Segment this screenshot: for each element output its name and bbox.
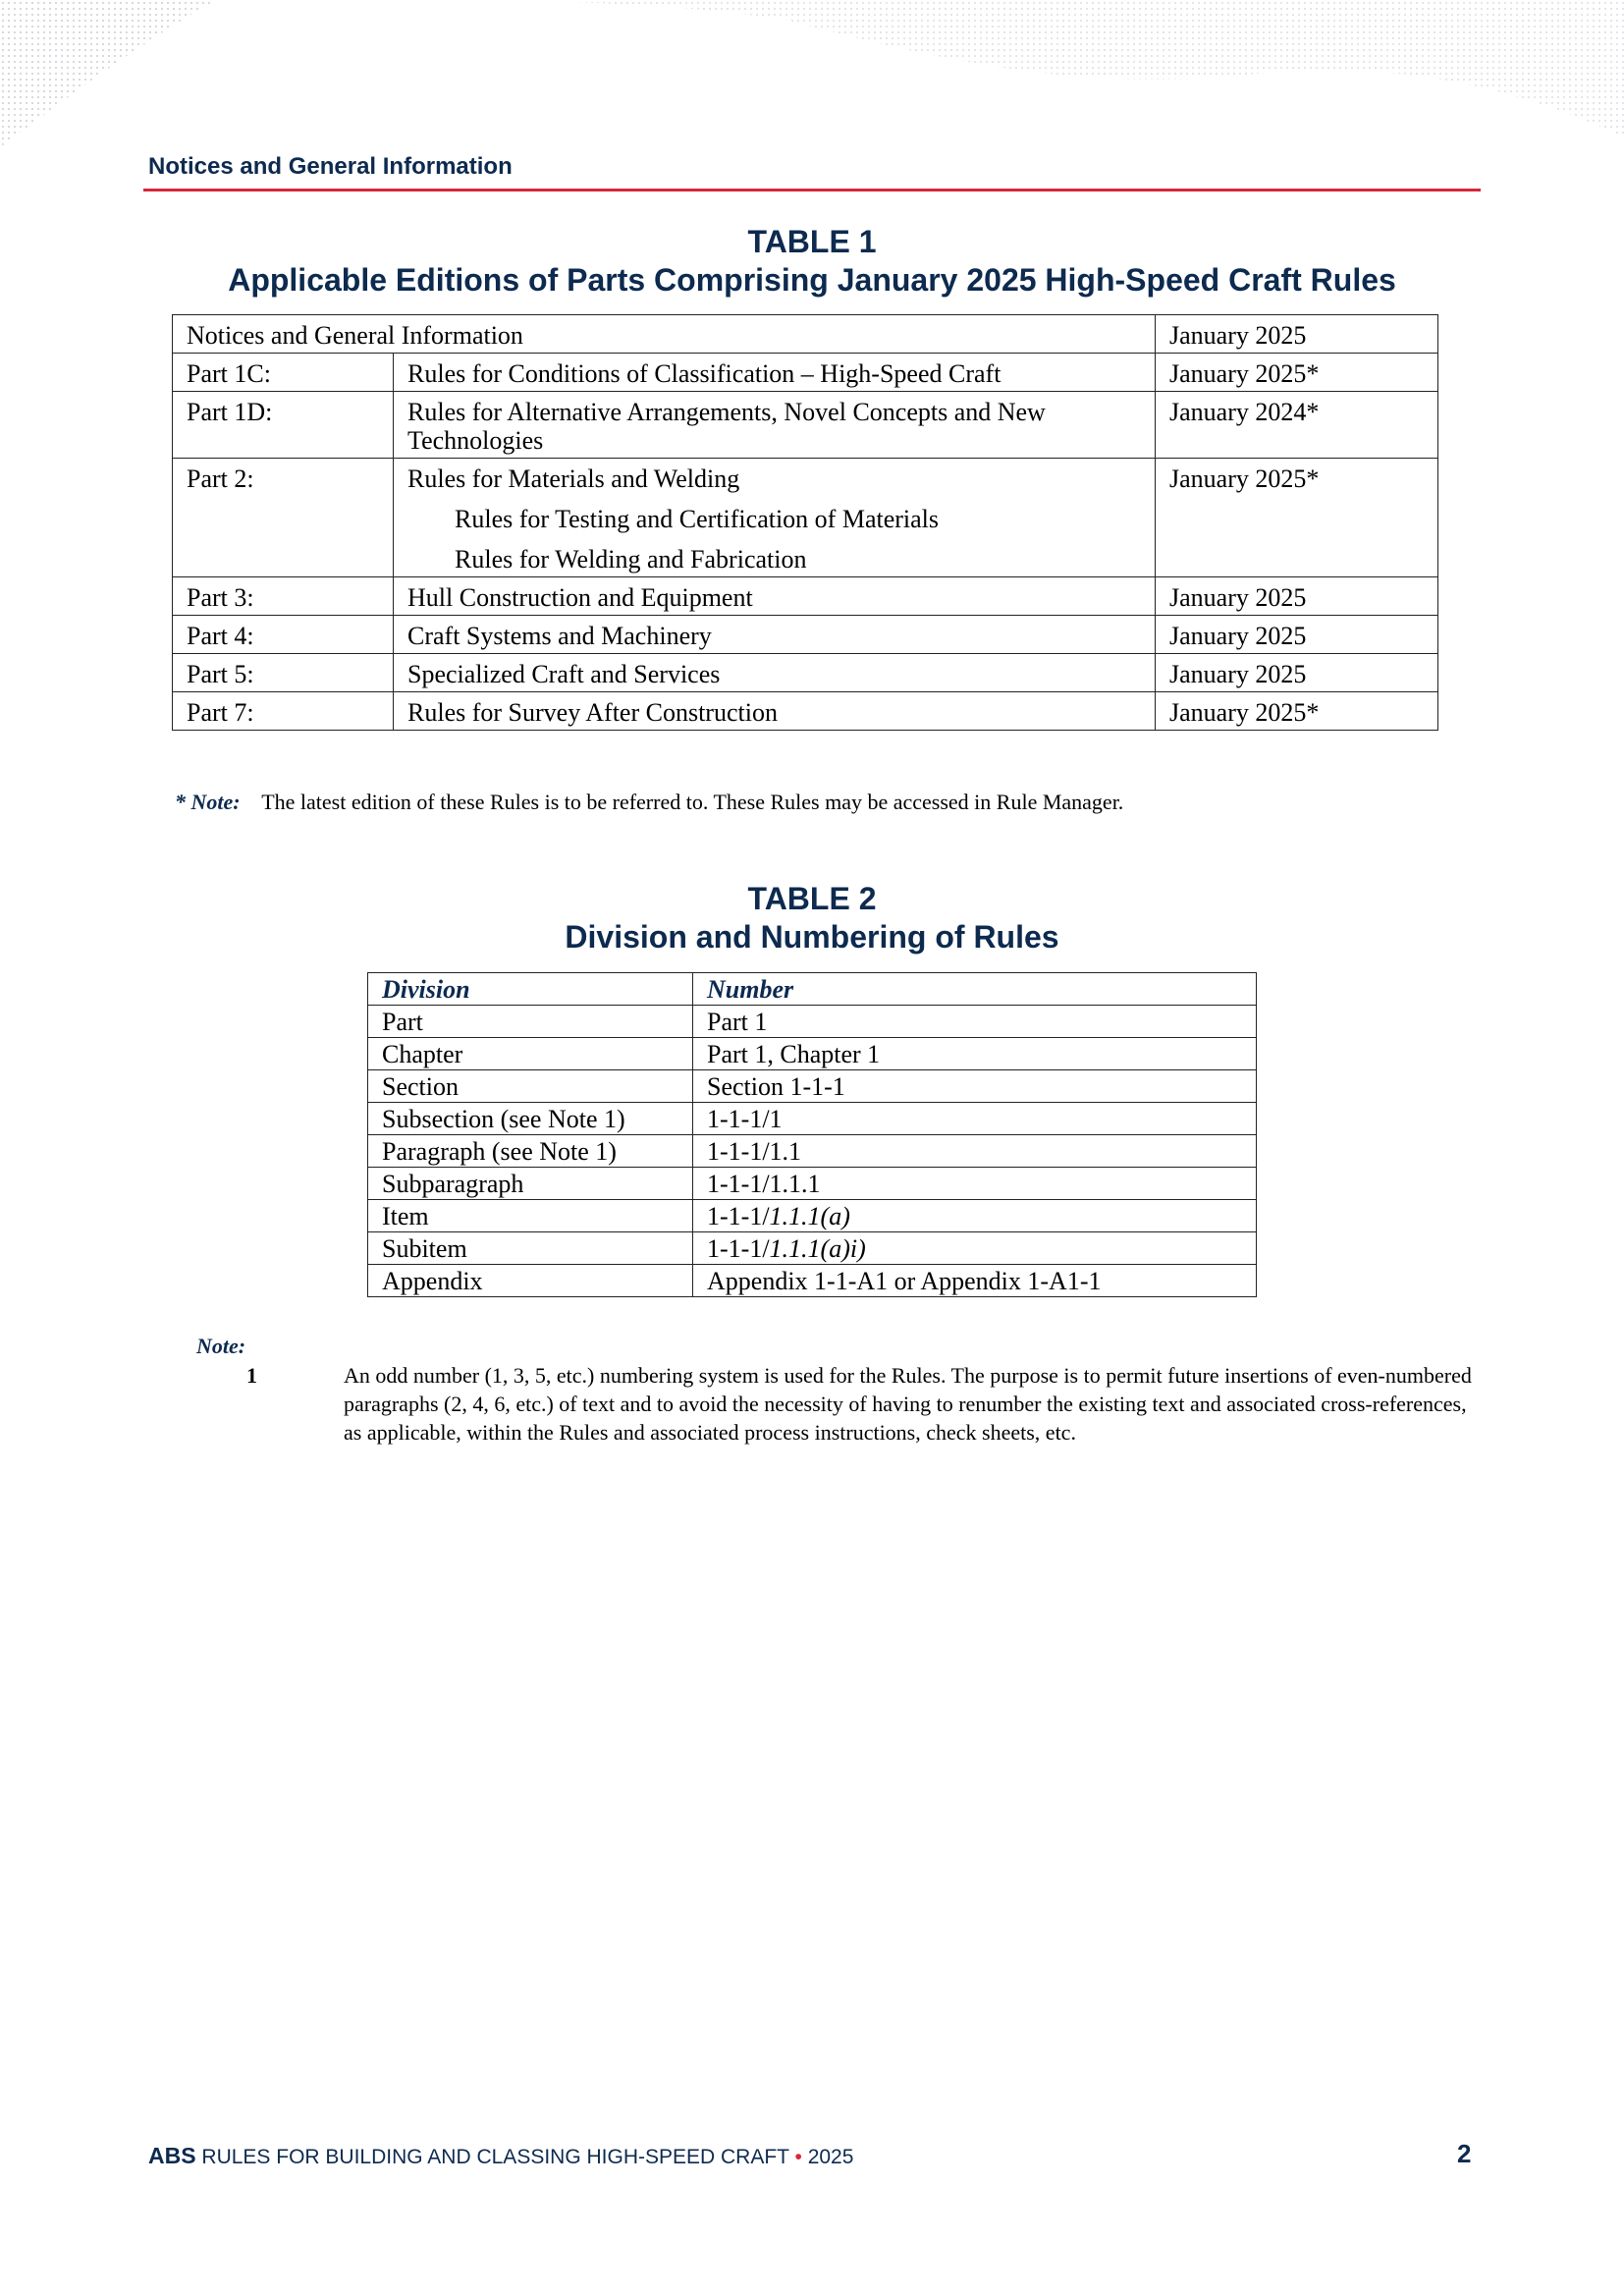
table-header-row <box>368 973 1257 1006</box>
table1-note-text: The latest edition of these Rules is to be referred to. These Rules may be accessed in Rule Manager. <box>261 790 1124 814</box>
cell-subtitle: Rules for Welding and Fabrication <box>455 545 807 574</box>
table-cell: 1-1-1/1.1.1 <box>693 1168 1257 1200</box>
table-row <box>173 392 1438 459</box>
table-row <box>368 1200 1257 1232</box>
header-rule <box>143 189 1481 191</box>
table2-heading <box>0 880 1624 956</box>
header-wave-decoration <box>0 0 1624 167</box>
table-cell: January 2025 <box>1156 315 1438 354</box>
table-row <box>368 1265 1257 1297</box>
table-cell: 1-1-1/1 <box>693 1103 1257 1135</box>
page-number: 2 <box>1457 2139 1472 2168</box>
table-cell <box>693 1200 1257 1232</box>
table-row <box>368 1135 1257 1168</box>
table-cell: Section 1-1-1 <box>693 1070 1257 1103</box>
table-cell: Appendix 1-1-A1 or Appendix 1-A1-1 <box>693 1265 1257 1297</box>
table-cell: Part 5: <box>173 654 394 692</box>
table-cell: Part 2: <box>173 459 394 577</box>
table-cell: Appendix <box>368 1265 693 1297</box>
table-cell <box>693 1232 1257 1265</box>
table1-editions <box>172 314 1438 731</box>
table-row <box>173 315 1438 354</box>
table-cell: Rules for Alternative Arrangements, Novel Concepts and New Technologies <box>394 392 1156 459</box>
table1-heading <box>0 223 1624 300</box>
table-cell: Rules for Conditions of Classification – High-Speed Craft <box>394 354 1156 392</box>
table2-label: TABLE 2 <box>747 881 877 916</box>
table-cell <box>394 459 1156 577</box>
table-cell: Chapter <box>368 1038 693 1070</box>
table-cell: Part 4: <box>173 616 394 654</box>
table-cell: January 2025* <box>1156 692 1438 731</box>
table-cell: Part 1, Chapter 1 <box>693 1038 1257 1070</box>
column-header: Number <box>693 973 1257 1006</box>
table2-numbering <box>367 972 1257 1297</box>
table-row <box>173 692 1438 731</box>
table2-note-text: An odd number (1, 3, 5, etc.) numbering system is used for the Rules. The purpose is to permit future insertions of even-numbered paragraphs (2, 4, 6, etc.) of text and to avoid the necessity of having to renumber the existing text and associated cross-references, as applicable, within the Rules and associated process instructions, check sheets, etc. <box>344 1363 1472 1445</box>
table-cell: Part 1 <box>693 1006 1257 1038</box>
running-head: Notices and General Information <box>148 153 513 180</box>
table2-title: Division and Numbering of Rules <box>565 919 1059 955</box>
table-cell: January 2025* <box>1156 354 1438 392</box>
table2-note-number: 1 <box>246 1363 257 1388</box>
table-cell: Part 3: <box>173 577 394 616</box>
number-italic: 1.1.1(a) <box>769 1202 850 1230</box>
table-row <box>173 354 1438 392</box>
table-row <box>173 616 1438 654</box>
footer-year: 2025 <box>807 2146 854 2168</box>
table-row <box>173 459 1438 577</box>
table-cell: Item <box>368 1200 693 1232</box>
table-row <box>368 1168 1257 1200</box>
cell-subtitle: Rules for Testing and Certification of Materials <box>455 505 940 533</box>
footer <box>148 2143 853 2169</box>
table-cell: Part 7: <box>173 692 394 731</box>
table-cell: January 2025 <box>1156 616 1438 654</box>
table-cell: Subsection (see Note 1) <box>368 1103 693 1135</box>
table-cell: 1-1-1/1.1 <box>693 1135 1257 1168</box>
table-cell: Hull Construction and Equipment <box>394 577 1156 616</box>
table-row <box>368 1232 1257 1265</box>
table-row <box>368 1103 1257 1135</box>
table-cell: Part 1D: <box>173 392 394 459</box>
table-row <box>173 577 1438 616</box>
column-header: Division <box>368 973 693 1006</box>
table1-label: TABLE 1 <box>747 224 877 259</box>
number-prefix: 1-1-1/ <box>707 1234 770 1263</box>
table-cell: Part 1C: <box>173 354 394 392</box>
table-cell: Part <box>368 1006 693 1038</box>
number-italic: 1.1.1(a)i) <box>769 1234 866 1263</box>
table-cell: Paragraph (see Note 1) <box>368 1135 693 1168</box>
table-row <box>368 1038 1257 1070</box>
table-row <box>368 1070 1257 1103</box>
table1-note <box>175 790 1123 815</box>
table-cell: Section <box>368 1070 693 1103</box>
footer-title: RULES FOR BUILDING AND CLASSING HIGH-SPEED CRAFT <box>201 2146 789 2168</box>
table-cell: Specialized Craft and Services <box>394 654 1156 692</box>
table-cell: Rules for Survey After Construction <box>394 692 1156 731</box>
table-cell: January 2025 <box>1156 654 1438 692</box>
table-row <box>173 654 1438 692</box>
table2-note-label: Note: <box>196 1334 246 1358</box>
table1-note-label: * Note: <box>175 790 241 814</box>
footer-brand: ABS <box>148 2143 196 2168</box>
table-cell: Craft Systems and Machinery <box>394 616 1156 654</box>
table-cell: January 2025* <box>1156 459 1438 577</box>
table1-title: Applicable Editions of Parts Comprising January 2025 High-Speed Craft Rules <box>228 262 1396 298</box>
table-cell: Notices and General Information <box>173 315 1156 354</box>
table-cell: January 2025 <box>1156 577 1438 616</box>
cell-title: Rules for Materials and Welding <box>407 464 740 493</box>
number-prefix: 1-1-1/ <box>707 1202 770 1230</box>
footer-separator: • <box>794 2146 802 2168</box>
table-cell: January 2024* <box>1156 392 1438 459</box>
table-cell: Subparagraph <box>368 1168 693 1200</box>
table-row <box>368 1006 1257 1038</box>
table-cell: Subitem <box>368 1232 693 1265</box>
